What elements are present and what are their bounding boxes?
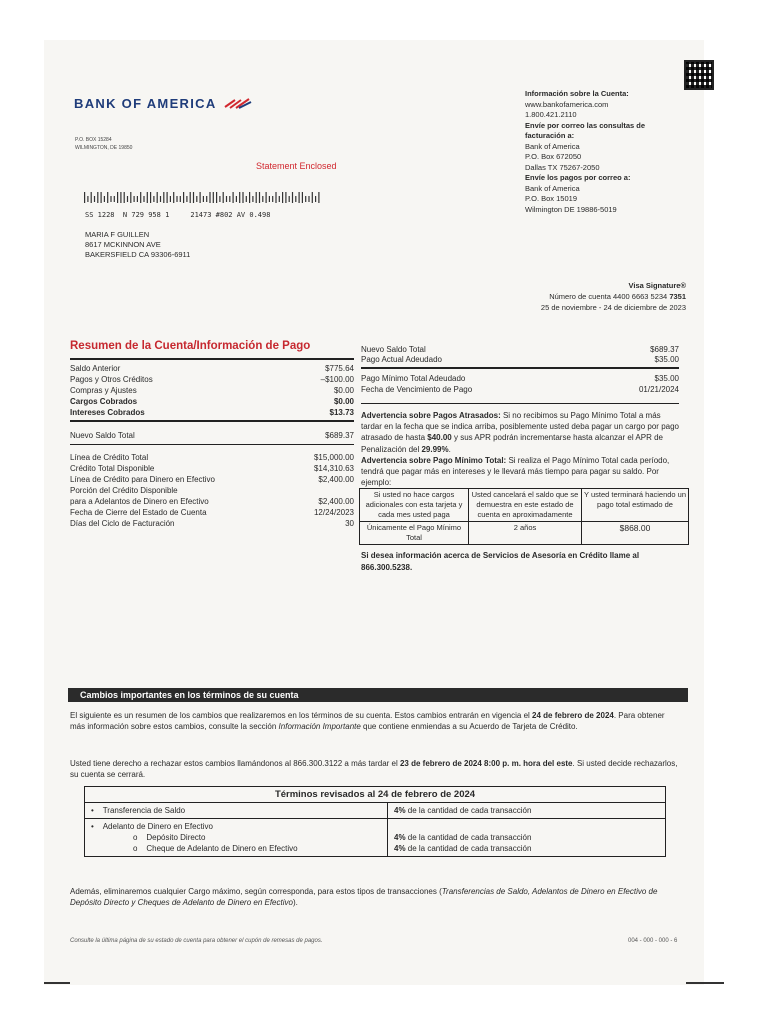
return-address-line: P.O. BOX 15284 — [75, 137, 112, 143]
summary-label: Intereses Cobrados — [70, 408, 145, 417]
barcode-line: SS 1228 N 729 958 1 21473 #802 AV 0.498 — [85, 211, 271, 219]
changes-intro — [70, 710, 680, 732]
billing-line: P.O. Box 672050 — [525, 152, 582, 161]
credit-value: 30 — [345, 519, 354, 528]
barcode-bar — [157, 192, 158, 203]
changes-text: El siguiente es un resumen de los cambios que realizaremos en los términos de su cuenta. Estos cambios entrarán en vigencia el — [70, 711, 533, 720]
effective-date: 24 de febrero de 2024 — [532, 711, 614, 720]
summary-value: –$100.00 — [320, 375, 354, 384]
credit-label: para a Adelantos de Dinero en Efectivo — [70, 497, 209, 506]
terms-value: de la cantidad de cada transacción — [405, 833, 532, 842]
terms-value-cell — [388, 819, 666, 857]
billing-line: Dallas TX 75267-2050 — [525, 162, 600, 172]
barcode-bar — [101, 192, 102, 203]
barcode-bar — [282, 192, 283, 203]
account-number — [480, 291, 686, 302]
barcode-bar — [140, 192, 141, 203]
recipient-city: BAKERSFIELD CA 93306-6911 — [85, 250, 191, 259]
barcode-bar — [269, 196, 270, 202]
payments-line: Wilmington DE 19886-5019 — [525, 204, 617, 214]
qr-code — [684, 60, 714, 90]
barcode-bar — [209, 192, 210, 203]
barcode-bar — [153, 196, 154, 202]
barcode-bar — [124, 192, 125, 203]
barcode-bar — [299, 192, 300, 203]
barcode-bar — [91, 192, 92, 203]
credit-label: Porción del Crédito Disponible — [70, 486, 178, 495]
example-cell: 2 años — [469, 522, 582, 545]
example-cell: $868.00 — [582, 522, 689, 545]
barcode-bar — [170, 196, 171, 202]
summary-label: Saldo Anterior — [70, 364, 121, 373]
barcode-bar — [97, 192, 98, 203]
min-payment-value: $35.00 — [654, 374, 679, 383]
fee-removal-note — [70, 886, 680, 908]
terms-percent: 4% — [394, 833, 406, 842]
terms-label: Adelanto de Dinero en Efectivo — [102, 822, 213, 831]
brand-name: BANK OF AMERICA — [74, 96, 217, 111]
barcode-bar — [150, 192, 151, 203]
terms-percent: 4% — [394, 844, 406, 853]
credit-label: Crédito Total Disponible — [70, 464, 155, 473]
example-header: Y usted terminará haciendo un pago total estimado de — [582, 489, 689, 522]
barcode-bar — [94, 196, 95, 202]
payment-new-balance-value: $689.37 — [650, 345, 679, 354]
barcode-bar — [137, 196, 138, 202]
barcode-bar — [216, 192, 217, 203]
barcode-bar — [110, 196, 111, 202]
past-due-label: Pago Actual Adeudado — [361, 355, 442, 364]
account-last4: 7351 — [669, 292, 686, 301]
payments-line: P.O. Box 15019 — [525, 194, 577, 203]
margin-mark — [686, 982, 724, 984]
due-date-value: 01/21/2024 — [638, 385, 679, 394]
terms-value: de la cantidad de cada transacción — [405, 844, 532, 853]
barcode-bar — [176, 196, 177, 202]
page-code: 004 - 000 - 000 - 6 — [628, 938, 678, 944]
contact-info — [525, 89, 675, 215]
credit-value: 12/24/2023 — [313, 508, 354, 517]
recipient-street: 8617 MCKINNON AVE — [85, 240, 161, 249]
late-payment-warning — [361, 410, 679, 455]
credit-label: Fecha de Cierre del Estado de Cuenta — [70, 508, 207, 517]
late-fee: $40.00 — [427, 433, 452, 443]
barcode-bar — [180, 196, 181, 202]
due-date-label: Fecha de Vencimiento de Pago — [361, 385, 473, 394]
table-row — [85, 803, 666, 819]
summary-value: $0.00 — [333, 386, 354, 395]
barcode-bar — [104, 196, 105, 202]
postal-barcode — [84, 192, 324, 204]
payment-panel — [361, 345, 687, 573]
barcode-bar — [259, 192, 260, 203]
summary-value: $0.00 — [333, 397, 354, 406]
card-info — [480, 280, 686, 313]
credit-label: Días del Ciclo de Facturación — [70, 519, 175, 528]
summary-value: $13.73 — [329, 408, 354, 417]
credit-value: $14,310.63 — [313, 464, 354, 473]
recipient-address — [85, 230, 190, 260]
terms-value: de la cantidad de cada transacción — [405, 806, 532, 815]
barcode-bar — [242, 192, 243, 203]
barcode-bar — [318, 192, 319, 203]
barcode-bar — [213, 192, 214, 203]
barcode-bar — [305, 196, 306, 202]
terms-value-cell — [388, 803, 666, 819]
credit-value: $2,400.00 — [318, 497, 354, 506]
min-warning-text: Si realiza el Pago Mínimo Total cada período, tendrá que pagar más en intereses y le llevará más tiempo para pagar su saldo. Por ejemplo: — [361, 455, 670, 488]
barcode-bar — [266, 192, 267, 203]
barcode-bar — [203, 196, 204, 202]
barcode-bar — [163, 192, 164, 203]
flag-icon — [223, 97, 253, 109]
payments-line: Bank of America — [525, 183, 580, 193]
summary-value: $775.64 — [325, 364, 354, 373]
recipient-name: MARIA F GUILLEN — [85, 230, 150, 239]
footer-note: Consulte la última página de su estado de cuenta para obtener el cupón de remesas de pagos. — [70, 938, 323, 944]
barcode-bar — [249, 192, 250, 203]
barcode-bar — [295, 196, 296, 202]
late-warning-title: Advertencia sobre Pagos Atrasados: — [361, 411, 501, 420]
barcode-bar — [87, 196, 88, 202]
credit-label: Línea de Crédito para Dinero en Efectivo — [70, 475, 215, 484]
past-due-value: $35.00 — [654, 355, 679, 364]
reject-deadline: 23 de febrero de 2024 8:00 p. m. hora del este — [399, 759, 573, 768]
barcode-bar — [219, 196, 220, 202]
summary-new-balance-label: Nuevo Saldo Total — [70, 431, 135, 440]
barcode-bar — [252, 196, 253, 202]
barcode-bar — [193, 192, 194, 203]
barcode-bar — [206, 196, 207, 202]
payment-new-balance-label: Nuevo Saldo Total — [361, 345, 426, 354]
terms-label-cell: • Transferencia de Saldo — [85, 803, 388, 819]
barcode-bar — [107, 192, 108, 203]
barcode-bar — [143, 196, 144, 202]
barcode-bar — [167, 192, 168, 203]
barcode-bar — [147, 192, 148, 203]
margin-mark — [44, 982, 70, 984]
credit-value: $15,000.00 — [313, 453, 354, 462]
barcode-bar — [292, 192, 293, 203]
barcode-bar — [246, 196, 247, 202]
card-name: Visa Signature® — [628, 281, 686, 290]
barcode-bar — [186, 196, 187, 202]
barcode-bar — [130, 192, 131, 203]
reject-text: Usted tiene derecho a rechazar estos cambios llamándonos al 866.300.3122 a más tardar el — [70, 759, 400, 768]
fee-transaction-types: Transferencias de Saldo, Adelantos de Dinero en Efectivo de Depósito Directo y Cheques de Adelanto de Dinero en Efectivo — [70, 887, 658, 908]
payoff-example-table — [359, 488, 689, 545]
barcode-bar — [173, 192, 174, 203]
counseling-notice: Si desea información acerca de Servicios de Asesoría en Crédito llame al 866.300.5238. — [361, 551, 640, 572]
return-address-line: WILMINGTON, DE 19850 — [75, 145, 133, 151]
terms-sublabel: Depósito Directo — [146, 833, 206, 842]
barcode-bar — [262, 196, 263, 202]
penalty-apr: 29.99% — [421, 444, 449, 454]
barcode-bar — [236, 196, 237, 202]
barcode-bar — [302, 192, 303, 203]
barcode-bar — [134, 196, 135, 202]
billing-period: 25 de noviembre - 24 de diciembre de 2023 — [540, 303, 686, 312]
terms-label-cell: • Adelanto de Dinero en Efectivo o Depósito Directo o Cheque de Adelanto de Dinero en Efectivo — [85, 819, 388, 857]
barcode-bar — [114, 196, 115, 202]
credit-value: $2,400.00 — [318, 475, 354, 484]
barcode-bar — [315, 196, 316, 202]
summary-panel — [70, 358, 354, 529]
barcode-bar — [190, 192, 191, 203]
barcode-bar — [312, 192, 313, 203]
summary-label: Compras y Ajustes — [70, 386, 137, 395]
min-warning-title: Advertencia sobre Pago Mínimo Total: — [361, 455, 507, 465]
barcode-bar — [229, 196, 230, 202]
summary-title: Resumen de la Cuenta/Información de Pago — [70, 340, 311, 352]
late-warning-text: . — [448, 444, 451, 454]
credit-rows — [70, 452, 354, 529]
example-cell: Únicamente el Pago Mínimo Total — [360, 522, 469, 545]
barcode-bar — [275, 192, 276, 203]
summary-new-balance-value: $689.37 — [325, 431, 354, 440]
barcode-bar — [196, 196, 197, 202]
changes-header-bar: Cambios importantes en los términos de su cuenta — [68, 688, 688, 702]
terms-table-title: Términos revisados al 24 de febrero de 2024 — [85, 787, 666, 803]
min-payment-warning — [361, 455, 679, 489]
return-address — [75, 136, 132, 152]
barcode-bar — [289, 196, 290, 202]
barcode-bar — [200, 192, 201, 203]
section-reference: Información Importante — [278, 722, 361, 732]
late-warning-text: y sus APR podrán incrementarse hasta alcanzar el APR de Penalización del — [361, 433, 663, 454]
barcode-bar — [256, 192, 257, 203]
bank-logo — [74, 95, 253, 113]
barcode-bar — [308, 196, 309, 202]
example-header: Usted cancelará el saldo que se demuestra en este estado de cuenta en aproximadamente — [469, 489, 582, 522]
payments-title: Envíe los pagos por correo a: — [525, 173, 631, 182]
revised-terms-table — [84, 786, 666, 857]
changes-text: . Para obtener más información sobre estos cambios, consulte la sección — [70, 711, 665, 732]
barcode-bar — [84, 192, 85, 203]
info-title: Información sobre la Cuenta: — [525, 89, 629, 98]
billing-line: Bank of America — [525, 141, 580, 151]
barcode-bar — [127, 196, 128, 202]
summary-rows — [70, 360, 354, 418]
barcode-bar — [233, 192, 234, 203]
min-payment-label: Pago Mínimo Total Adeudado — [361, 374, 466, 383]
barcode-bar — [226, 196, 227, 202]
statement-enclosed: Statement Enclosed — [256, 161, 337, 171]
website-link[interactable]: www.bankofamerica.com — [525, 99, 609, 109]
summary-label: Cargos Cobrados — [70, 397, 138, 406]
credit-label: Línea de Crédito Total — [70, 453, 149, 462]
barcode-bar — [160, 196, 161, 202]
changes-text: que contiene enmiendas a su Acuerdo de Tarjeta de Crédito. — [360, 722, 578, 732]
barcode-bar — [117, 192, 118, 203]
phone-number: 1.800.421.2110 — [525, 110, 577, 119]
barcode-bar — [223, 192, 224, 203]
barcode-bar — [285, 192, 286, 203]
reject-text: . Si usted decide rechazarlos, su cuenta se cerrará. — [70, 759, 678, 780]
table-row — [85, 819, 666, 857]
terms-percent: 4% — [394, 806, 406, 815]
terms-sublabel: Cheque de Adelanto de Dinero en Efectivo — [146, 844, 298, 853]
summary-label: Pagos y Otros Créditos — [70, 375, 153, 384]
barcode-bar — [120, 192, 121, 203]
account-prefix: Número de cuenta 4400 6663 5234 — [549, 292, 670, 301]
fee-text: ). — [292, 898, 298, 908]
terms-label: Transferencia de Saldo — [102, 806, 186, 815]
barcode-bar — [239, 192, 240, 203]
barcode-bar — [279, 196, 280, 202]
barcode-bar — [183, 192, 184, 203]
fee-text: Además, eliminaremos cualquier Cargo máximo, según corresponda, para estos tipos de transacciones ( — [70, 887, 442, 896]
late-warning-text: Si no recibimos su Pago Mínimo Total a más tardar en la fecha que se indica arriba, posiblemente usted deba pagar un cargo por pago atrasado de hasta — [361, 411, 679, 443]
barcode-bar — [272, 196, 273, 202]
reject-notice — [70, 758, 680, 780]
example-header: Si usted no hace cargos adicionales con esta tarjeta y cada mes usted paga — [360, 489, 469, 522]
billing-title: Envíe por correo las consultas de facturación a: — [525, 120, 646, 140]
